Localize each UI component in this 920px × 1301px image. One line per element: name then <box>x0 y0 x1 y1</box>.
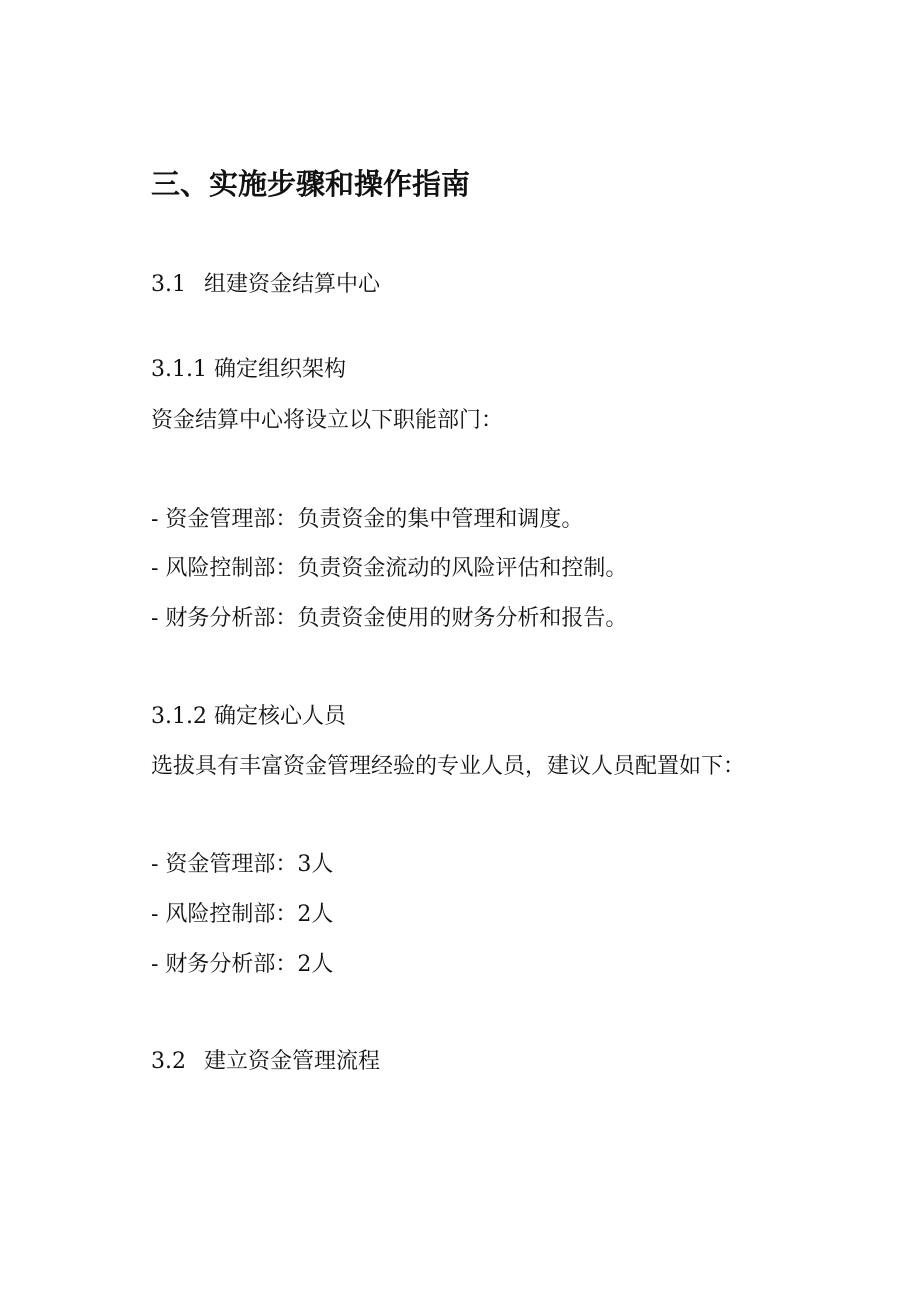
section-3-1-title: 组建资金结算中心 <box>204 272 381 297</box>
section-3-1-2-heading: 3.1.2 确定核心人员 <box>151 704 346 729</box>
section-3-2-number: 3.2 <box>151 1049 186 1074</box>
staffing-item: - 财务分析部：2人 <box>151 952 334 977</box>
chapter-title: 三、实施步骤和操作指南 <box>151 167 471 201</box>
section-3-1-1-intro: 资金结算中心将设立以下职能部门： <box>151 408 504 433</box>
department-item: - 财务分析部：负责资金使用的财务分析和报告。 <box>151 606 628 631</box>
department-item: - 风险控制部：负责资金流动的风险评估和控制。 <box>151 556 628 581</box>
staffing-item: - 风险控制部：2人 <box>151 902 334 927</box>
section-3-2-heading <box>151 1047 380 1077</box>
section-3-1-2-intro: 选拔具有丰富资金管理经验的专业人员，建议人员配置如下： <box>151 754 746 779</box>
section-3-2-title: 建立资金管理流程 <box>204 1049 381 1074</box>
section-3-1-heading <box>151 270 380 300</box>
department-item: - 资金管理部：负责资金的集中管理和调度。 <box>151 507 584 532</box>
section-3-1-1-heading: 3.1.1 确定组织架构 <box>151 357 346 382</box>
staffing-item: - 资金管理部：3人 <box>151 852 334 877</box>
section-3-1-number: 3.1 <box>151 272 186 297</box>
